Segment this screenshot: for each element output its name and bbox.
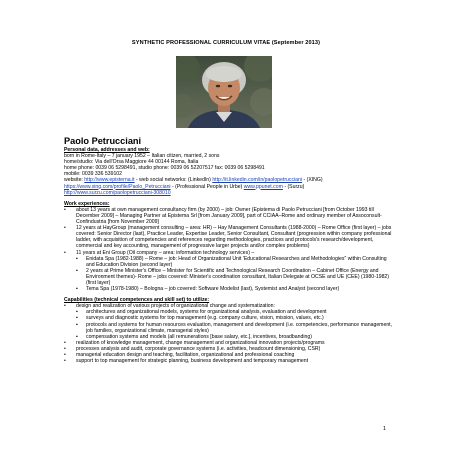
capability-item: • processes analysis and audit, corporate governance systems (i.e. activities, headcount dimensioning, CSR)	[64, 345, 321, 352]
page-number: 1	[383, 426, 386, 432]
bullet-icon: •	[64, 225, 66, 232]
square-bullet-icon: ▪	[76, 286, 78, 293]
document-title: SYNTHETIC PROFESSIONAL CURRICULUM VITAE (September 2013)	[131, 40, 321, 46]
social-networks-label: - web social networks: (LinkedIn)	[134, 177, 213, 184]
bullet-icon: •	[64, 339, 66, 346]
profile-photo	[176, 56, 272, 128]
capabilities-heading: Capabilities (technical competences and skill set) to utilize:	[64, 297, 210, 304]
person-name: Paolo Petrucciani	[64, 136, 142, 146]
square-bullet-icon: ▪	[76, 267, 78, 274]
square-bullet-icon: ▪	[76, 255, 78, 262]
personal-line-home-address: home/studio: Via dell'Orsa Maggiore 44 00144 Roma, Italia	[64, 159, 199, 166]
work-experiences-list	[64, 207, 394, 292]
work-item-epistema: • about 13 years at own management consultancy firm (by 2000) – job: Owner (Epistema di Paolo Petrucciani [from October 1993 till December 2009] – Managing Partner at Epistema Srl [from January 2009], part of CCIAA–Rome and ordinary member of Assoconsult-Confindustria [from November 2009]	[64, 206, 382, 226]
website-label: website:	[64, 177, 85, 184]
capability-subitem: ▪ protocols and systems for human resources evaluation, management and development (i.e. competencies, performance management, job families, organizational climate, managerial styles)	[76, 321, 393, 334]
work-item-haygroup: • 12 years at HayGroup (management consulting – area: HR) – Hay Management Consultants (1988-2000) – Rome Office (first layer) – jobs covered: Senior Director (last), Practice Leader, Expertise Leader, Senior Consultant, Consultant (progression within company professional ladder, with acquisition of competencies and references regarding methodologies, practices and protocols's research/development, commercial and key accounting, management of progressive larger projects and/or complex problems)	[64, 225, 392, 250]
website-link[interactable]: http://www.episterna.it	[84, 177, 135, 184]
cv-body	[64, 147, 394, 364]
capability-item: • realization of knowledge management, change management and organizational innovation projects/programs	[64, 339, 325, 346]
bullet-icon: •	[64, 303, 66, 310]
xing-link[interactable]: https://www.xing.com/profile/Paolo_Petrucciani	[64, 183, 171, 190]
capability-item: • managerial education design and teaching, facilitation, organizational and professional coaching	[64, 352, 295, 358]
capability-item: • design and realization of various projects of organizational change and systematization:	[64, 303, 275, 310]
ppu-label: - (Professional People in Urbe)	[170, 183, 244, 190]
work-subitem-prime-minister-office: ▪ 2 years at Prime Minister's Office – Minister for Scientific and Technological Research Coordination – Cabinet Office (Energy and Environment themes)- Rome – jobs covered: Minister's coordination consultant, Italian Delegate at OCSE and UE (CEE) (1980-1982) (first layer)	[76, 267, 389, 286]
square-bullet-icon: ▪	[76, 309, 78, 316]
square-bullet-icon: ▪	[76, 333, 78, 340]
bullet-icon: •	[64, 206, 66, 213]
ppunet-link[interactable]: www.ppunet.com	[243, 183, 283, 190]
capability-item: • support to top management for strategic planning, business development and temporary management	[64, 358, 309, 365]
square-bullet-icon: ▪	[76, 315, 78, 322]
work-subitem-tema: ▪ Tema Spa (1978-1980) – Bologna – job covered: Software Modelist (last), Systemist and Analyst (second layer)	[76, 286, 340, 293]
personal-data-heading: Personal data, addresses and web:	[64, 147, 150, 153]
surzu-link[interactable]: http://www.surzu.com/paolopetrucciani-308010	[64, 189, 171, 196]
bullet-icon: •	[64, 352, 66, 358]
square-bullet-icon: ▪	[76, 321, 78, 328]
capability-subitem: ▪ compensation systems and models (all remunerations [base salary, etc.], incentives, broadbanding)	[76, 333, 312, 340]
capability-subitem: ▪ surveys and diagnostic systems for top management (e.g. company culture, vision, mission, values, etc.)	[76, 315, 324, 322]
capabilities-list	[64, 303, 394, 364]
linkedin-link[interactable]: http://it.linkedin.com/in/paolopetrucciani	[212, 177, 303, 184]
work-experiences-heading: Work experiences:	[64, 200, 110, 207]
personal-line-phones: home phone: 0039 06 5298491, studio phone: 0039 06 52207517 fax: 0039 06 5298491	[64, 165, 265, 172]
surzu-label: - (Surzu)	[282, 183, 305, 190]
work-subitem-enidata: ▪ Enidata Spa (1982-1988) – Rome – job: Head of Organizational Unit 'Educational Researches and Methodologies" within Consulting and Education Division (second layer)	[76, 255, 387, 268]
bullet-icon: •	[64, 249, 66, 256]
capability-subitem: ▪ architectures and organizational models, systems for organizational analysis, evaluation and development	[76, 309, 327, 316]
work-item-eni-group: • 11 years at Eni Group (Oil company – area: information technology services) –	[64, 249, 255, 256]
personal-line-mobile: mobile: 0039 336 539102	[64, 171, 123, 178]
bullet-icon: •	[64, 345, 66, 352]
bullet-icon: •	[64, 358, 66, 365]
personal-line-birth: born in Rome-Italy – 7 january 1952 – Italian citizen, married, 2 sons	[64, 153, 220, 160]
xing-label: - (XING)	[302, 177, 323, 184]
